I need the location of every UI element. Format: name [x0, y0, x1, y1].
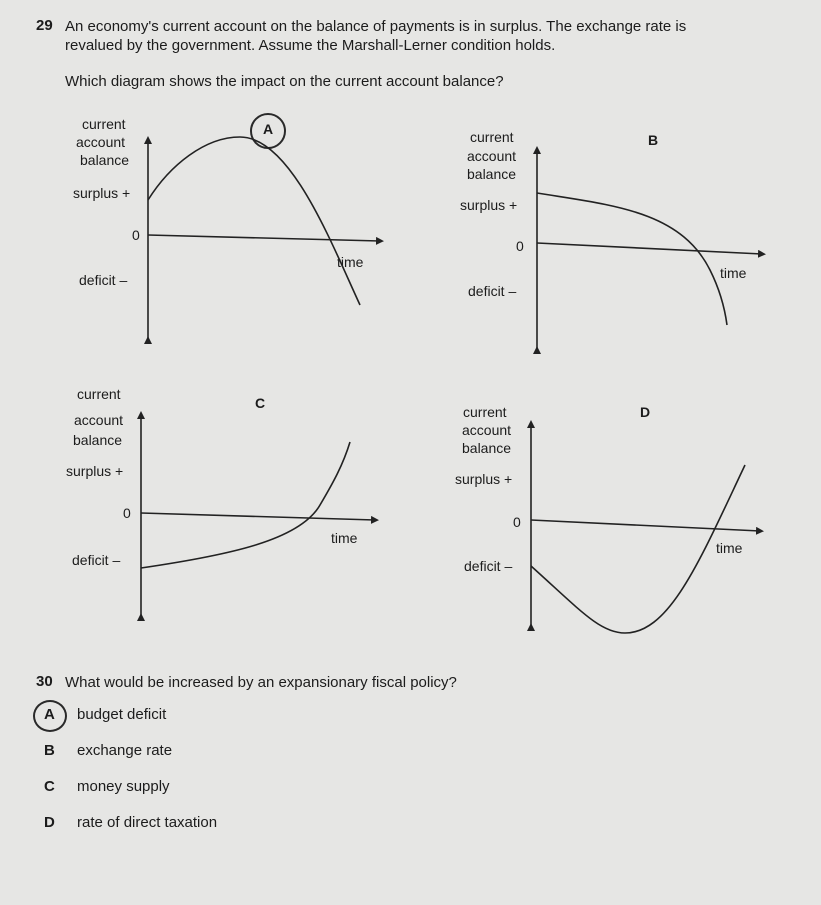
diagram-d-letter: D	[640, 404, 651, 420]
diagram-a-letter: A	[263, 121, 274, 137]
option-d-text: rate of direct taxation	[77, 814, 218, 831]
diagram-c-zero-label: 0	[123, 505, 131, 521]
diagram-d-zero-label: 0	[513, 514, 521, 530]
diagram-c-letter: C	[255, 395, 266, 411]
diagram-b-y-label-1: current	[470, 129, 514, 145]
diagram-d-curve	[531, 465, 745, 633]
diagram-c-time-label: time	[331, 530, 358, 546]
diagram-a-surplus-label: surplus +	[73, 185, 131, 201]
diagram-c-surplus-label: surplus +	[66, 463, 124, 479]
option-a-text: budget deficit	[77, 706, 167, 723]
diagram-c-deficit-label: deficit –	[72, 552, 121, 568]
diagram-d-y-label-3: balance	[462, 440, 512, 456]
diagram-a-y-label-2: account	[76, 134, 126, 150]
diagram-d-y-label-2: account	[462, 422, 512, 438]
diagram-a-deficit-label: deficit –	[79, 272, 128, 288]
diagram-c-y-label-2: account	[74, 412, 124, 428]
diagram-b-x-axis	[537, 243, 762, 254]
option-a-letter: A	[44, 706, 55, 723]
diagram-d-deficit-label: deficit –	[464, 558, 513, 574]
diagram-d-y-label-1: current	[463, 404, 507, 420]
diagram-b-letter: B	[648, 132, 659, 148]
diagram-c-curve	[141, 442, 350, 568]
diagram-b-time-label: time	[720, 265, 747, 281]
diagram-c-y-label-3: balance	[73, 432, 123, 448]
option-b-text: exchange rate	[77, 742, 173, 759]
option-d-letter: D	[44, 814, 55, 831]
diagram-a-curve	[148, 137, 360, 305]
diagram-c-y-label-1: current	[77, 386, 121, 402]
diagram-d-x-axis	[531, 520, 760, 531]
diagram-a-time-label: time	[337, 254, 364, 270]
question-29-prompt: Which diagram shows the impact on the current account balance?	[65, 73, 504, 90]
diagram-a-x-axis	[148, 235, 380, 241]
option-c-letter: C	[44, 778, 55, 795]
question-30-prompt: What would be increased by an expansionary fiscal policy?	[65, 674, 457, 691]
question-29-number: 29	[36, 17, 53, 34]
question-29-line-2: revalued by the government. Assume the Marshall-Lerner condition holds.	[65, 37, 556, 54]
diagram-d-time-label: time	[716, 540, 743, 556]
diagram-a-y-label-1: current	[82, 116, 126, 132]
diagram-b-deficit-label: deficit –	[468, 283, 517, 299]
option-a-selection-circle	[33, 700, 67, 732]
diagram-a-zero-label: 0	[132, 227, 140, 243]
question-29-line-1: An economy's current account on the balance of payments is in surplus. The exchange rate is	[65, 18, 687, 35]
diagram-b-y-label-2: account	[467, 148, 517, 164]
diagram-b-y-label-3: balance	[467, 166, 517, 182]
option-c-text: money supply	[77, 778, 170, 795]
diagram-b-curve	[537, 193, 727, 325]
diagram-d-surplus-label: surplus +	[455, 471, 513, 487]
diagram-a-y-label-3: balance	[80, 152, 130, 168]
diagram-c-x-axis	[141, 513, 375, 520]
option-b-letter: B	[44, 742, 55, 759]
question-30-number: 30	[36, 673, 53, 690]
diagram-b-zero-label: 0	[516, 238, 524, 254]
diagram-b-surplus-label: surplus +	[460, 197, 518, 213]
